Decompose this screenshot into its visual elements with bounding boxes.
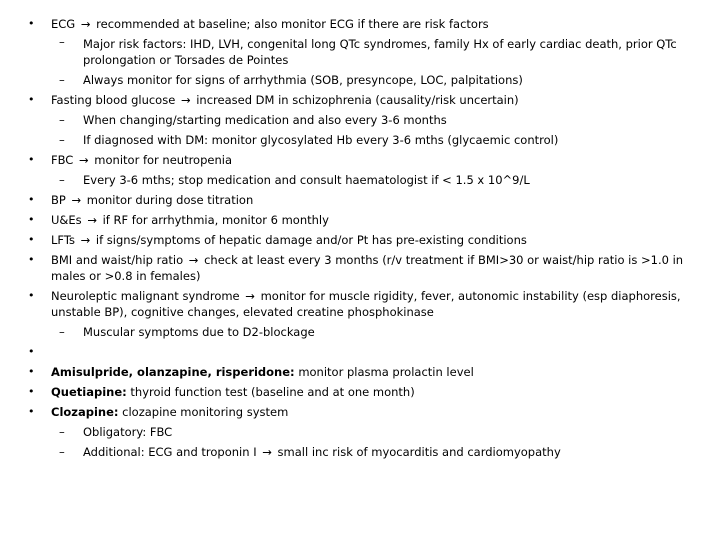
item-lead: Neuroleptic malignant syndrome <box>51 289 240 303</box>
list-item <box>0 382 720 402</box>
list-item <box>0 210 720 230</box>
arrow-icon: → <box>180 93 191 107</box>
list-item <box>0 14 720 90</box>
item-heading: Amisulpride, olanzapine, risperidone: <box>51 365 295 379</box>
item-text: clozapine monitoring system <box>122 405 289 419</box>
bullet-icon: • <box>28 253 35 266</box>
list-item <box>0 250 720 286</box>
item-text: thyroid function test (baseline and at one month) <box>130 385 415 399</box>
item-line <box>51 190 708 210</box>
item-text: monitor for muscle rigidity, fever, autonomic instability (esp diaphoresis, unstable BP), cognitive changes, elevated creatine phosphokinase <box>51 289 681 319</box>
sub-item-text: Muscular symptoms due to D2-blockage <box>83 325 315 339</box>
list-item <box>0 190 720 210</box>
sub-list <box>51 170 708 190</box>
list-item <box>0 150 720 190</box>
arrow-icon: → <box>80 233 91 247</box>
bullet-icon: • <box>28 405 35 418</box>
item-text: monitor for neutropenia <box>94 153 232 167</box>
sub-list-item <box>51 130 708 150</box>
item-line <box>51 382 708 402</box>
sub-list-item <box>51 422 708 442</box>
bullet-icon: • <box>28 193 35 206</box>
sub-item-text: When changing/starting medication and also every 3-6 months <box>83 113 447 127</box>
item-lead: Additional: ECG and troponin I <box>83 445 257 459</box>
item-text: if RF for arrhythmia, monitor 6 monthly <box>102 213 329 227</box>
item-lead: ECG <box>51 17 76 31</box>
bullet-icon: • <box>28 233 35 246</box>
item-text: small inc risk of myocarditis and cardiomyopathy <box>277 445 561 459</box>
item-lead: Fasting blood glucose <box>51 93 176 107</box>
item-line <box>51 90 708 110</box>
dash-icon: – <box>59 73 65 87</box>
dash-icon: – <box>59 325 65 339</box>
item-line <box>51 14 708 34</box>
dash-icon: – <box>59 173 65 187</box>
item-line <box>51 210 708 230</box>
sub-list <box>51 110 708 150</box>
sub-list <box>51 34 708 90</box>
dash-icon: – <box>59 35 65 49</box>
bullet-icon: • <box>28 345 35 358</box>
item-lead: BMI and waist/hip ratio <box>51 253 184 267</box>
bullet-icon: • <box>28 153 35 166</box>
monitoring-list <box>0 14 720 462</box>
list-item <box>0 362 720 382</box>
arrow-icon: → <box>262 445 272 459</box>
item-lead: FBC <box>51 153 74 167</box>
item-lead: U&Es <box>51 213 82 227</box>
sub-list-item <box>51 170 708 190</box>
item-line <box>51 286 708 322</box>
item-lead: LFTs <box>51 233 75 247</box>
list-item <box>0 286 720 342</box>
sub-list-item <box>51 70 708 90</box>
item-text: monitor during dose titration <box>86 193 254 207</box>
bullet-icon: • <box>28 17 35 30</box>
dash-icon: – <box>59 133 65 147</box>
item-text: recommended at baseline; also monitor ECG if there are risk factors <box>96 17 489 31</box>
list-item <box>0 90 720 150</box>
sub-item-text: Obligatory: FBC <box>83 425 173 439</box>
bullet-icon: • <box>28 289 35 302</box>
dash-icon: – <box>59 425 65 439</box>
item-line <box>51 402 708 422</box>
sub-list-item <box>51 442 708 462</box>
sub-list-item <box>51 34 708 70</box>
item-text: increased DM in schizophrenia (causality/risk uncertain) <box>196 93 519 107</box>
list-item <box>0 342 720 362</box>
item-text: check at least every 3 months (r/v treatment if BMI>30 or waist/hip ratio is >1.0 in males or >0.8 in females) <box>51 253 684 283</box>
list-item <box>0 402 720 462</box>
sub-item-text: Always monitor for signs of arrhythmia (SOB, presyncope, LOC, palpitations) <box>83 73 523 87</box>
arrow-icon: → <box>87 213 97 227</box>
arrow-icon: → <box>188 253 199 267</box>
item-heading: Quetiapine: <box>51 385 127 399</box>
sub-list <box>51 322 708 342</box>
item-heading: Clozapine: <box>51 405 119 419</box>
bullet-icon: • <box>28 213 35 226</box>
arrow-icon: → <box>71 193 82 207</box>
arrow-icon: → <box>80 17 91 31</box>
item-line <box>51 150 708 170</box>
item-text: if signs/symptoms of hepatic damage and/or Pt has pre-existing conditions <box>95 233 527 247</box>
item-lead: BP <box>51 193 66 207</box>
item-line <box>51 362 708 382</box>
item-text: monitor plasma prolactin level <box>298 365 474 379</box>
sub-list <box>51 422 708 462</box>
bullet-icon: • <box>28 385 35 398</box>
dash-icon: – <box>59 445 65 459</box>
list-item <box>0 230 720 250</box>
dash-icon: – <box>59 113 65 127</box>
arrow-icon: → <box>245 289 255 303</box>
sub-item-text: Every 3-6 mths; stop medication and consult haematologist if < 1.5 x 10^9/L <box>83 173 530 187</box>
sub-list-item <box>51 110 708 130</box>
item-line <box>51 250 708 286</box>
bullet-icon: • <box>28 93 35 106</box>
bullet-icon: • <box>28 365 35 378</box>
arrow-icon: → <box>79 153 89 167</box>
sub-list-item <box>51 322 708 342</box>
sub-item-text: Major risk factors: IHD, LVH, congenital long QTc syndromes, family Hx of early cardiac death, prior QTc prolongation or Torsades de Pointes <box>83 37 677 67</box>
sub-item-text: If diagnosed with DM: monitor glycosylated Hb every 3-6 mths (glycaemic control) <box>83 133 559 147</box>
item-line <box>51 230 708 250</box>
